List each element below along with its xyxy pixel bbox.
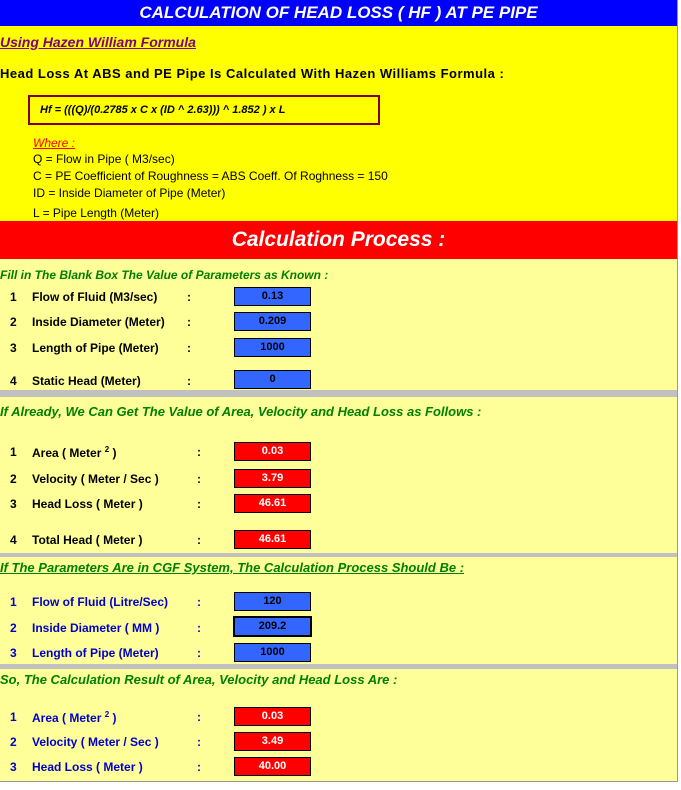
colon: : — [197, 621, 201, 635]
static-head-input[interactable]: 0 — [234, 370, 311, 389]
cgf-result-row-num: 3 — [10, 760, 17, 774]
where-label: Where : — [33, 136, 76, 150]
input-row-num: 3 — [10, 341, 17, 355]
velocity-result: 3.79 — [234, 469, 311, 488]
cgf-result-row-num: 1 — [10, 710, 17, 724]
result-label-velocity: Velocity ( Meter / Sec ) — [32, 472, 159, 486]
page-title: CALCULATION OF HEAD LOSS ( HF ) AT PE PIPE — [0, 0, 677, 26]
cgf-label-flow: Flow of Fluid (Litre/Sec) — [32, 595, 168, 609]
cgf-flow-input[interactable]: 120 — [234, 592, 311, 611]
definition-id: ID = Inside Diameter of Pipe (Meter) — [33, 186, 226, 200]
area-result: 0.03 — [234, 442, 311, 461]
separator — [0, 390, 677, 397]
length-input[interactable]: 1000 — [234, 338, 311, 357]
colon: : — [197, 472, 201, 486]
cgf-label-length: Length of Pipe (Meter) — [32, 646, 159, 660]
result-row-num: 2 — [10, 472, 17, 486]
inputs-heading: Fill in The Blank Box The Value of Parameters as Known : — [0, 268, 329, 282]
colon: : — [197, 735, 201, 749]
cgf-result-row-num: 2 — [10, 735, 17, 749]
cgf-head-loss-result: 40.00 — [234, 757, 311, 776]
cgf-result-label-velocity: Velocity ( Meter / Sec ) — [32, 735, 159, 749]
cgf-results-heading: So, The Calculation Result of Area, Velocity and Head Loss Are : — [0, 672, 398, 687]
cgf-row-num: 1 — [10, 595, 17, 609]
input-label-flow: Flow of Fluid (M3/sec) — [32, 290, 158, 304]
area-label-text: Area ( Meter — [32, 446, 102, 460]
cgf-velocity-result: 3.49 — [234, 732, 311, 751]
colon: : — [187, 341, 191, 355]
area-label-text: Area ( Meter — [32, 711, 102, 725]
colon: : — [197, 445, 201, 459]
definition-c: C = PE Coefficient of Roughness = ABS Coeff. Of Roghness = 150 — [33, 169, 388, 183]
colon: : — [197, 595, 201, 609]
input-label-diameter: Inside Diameter (Meter) — [32, 315, 165, 329]
formula-subtitle: Using Hazen William Formula — [0, 34, 196, 50]
diameter-input[interactable]: 0.209 — [234, 312, 311, 331]
flow-input[interactable]: 0.13 — [234, 287, 311, 306]
cgf-label-diameter: Inside Diameter ( MM ) — [32, 621, 160, 635]
result-row-num: 1 — [10, 445, 17, 459]
total-head-result: 46.61 — [234, 530, 311, 549]
result-label-total-head: Total Head ( Meter ) — [32, 533, 143, 547]
head-loss-result: 46.61 — [234, 494, 311, 513]
cgf-row-num: 3 — [10, 646, 17, 660]
result-label-area — [32, 445, 117, 460]
colon: : — [187, 374, 191, 388]
cgf-result-label-area — [32, 710, 117, 725]
sheet-bottom-border — [0, 781, 678, 782]
cgf-area-result: 0.03 — [234, 707, 311, 726]
area-label-close: ) — [109, 446, 117, 460]
cgf-diameter-input[interactable]: 209.2 — [234, 617, 311, 636]
sheet-right-border — [677, 0, 678, 782]
formula-intro: Head Loss At ABS and PE Pipe Is Calculated With Hazen Williams Formula : — [0, 66, 505, 81]
input-row-num: 2 — [10, 315, 17, 329]
calculation-header: Calculation Process : — [0, 221, 677, 259]
result-row-num: 4 — [10, 533, 17, 547]
cgf-heading: If The Parameters Are in CGF System, The Calculation Process Should Be : — [0, 560, 465, 575]
area-exponent: 2 — [104, 445, 110, 454]
colon: : — [197, 497, 201, 511]
definition-l: L = Pipe Length (Meter) — [33, 206, 159, 220]
definition-q: Q = Flow in Pipe ( M3/sec) — [33, 152, 175, 166]
input-row-num: 1 — [10, 290, 17, 304]
result-row-num: 3 — [10, 497, 17, 511]
cgf-row-num: 2 — [10, 621, 17, 635]
input-row-num: 4 — [10, 374, 17, 388]
result-label-head-loss: Head Loss ( Meter ) — [32, 497, 143, 511]
input-label-length: Length of Pipe (Meter) — [32, 341, 159, 355]
colon: : — [197, 760, 201, 774]
results-heading: If Already, We Can Get The Value of Area, Velocity and Head Loss as Follows : — [0, 404, 482, 419]
colon: : — [197, 646, 201, 660]
cgf-result-label-head-loss: Head Loss ( Meter ) — [32, 760, 143, 774]
area-exponent: 2 — [104, 710, 110, 719]
colon: : — [197, 710, 201, 724]
formula-box: Hf = (((Q)/(0.2785 x C x (ID ^ 2.63))) ^ 1.852 ) x L — [28, 95, 380, 125]
colon: : — [187, 290, 191, 304]
cgf-length-input[interactable]: 1000 — [234, 643, 311, 662]
colon: : — [197, 533, 201, 547]
input-label-static-head: Static Head (Meter) — [32, 374, 141, 388]
colon: : — [187, 315, 191, 329]
area-label-close: ) — [109, 711, 117, 725]
